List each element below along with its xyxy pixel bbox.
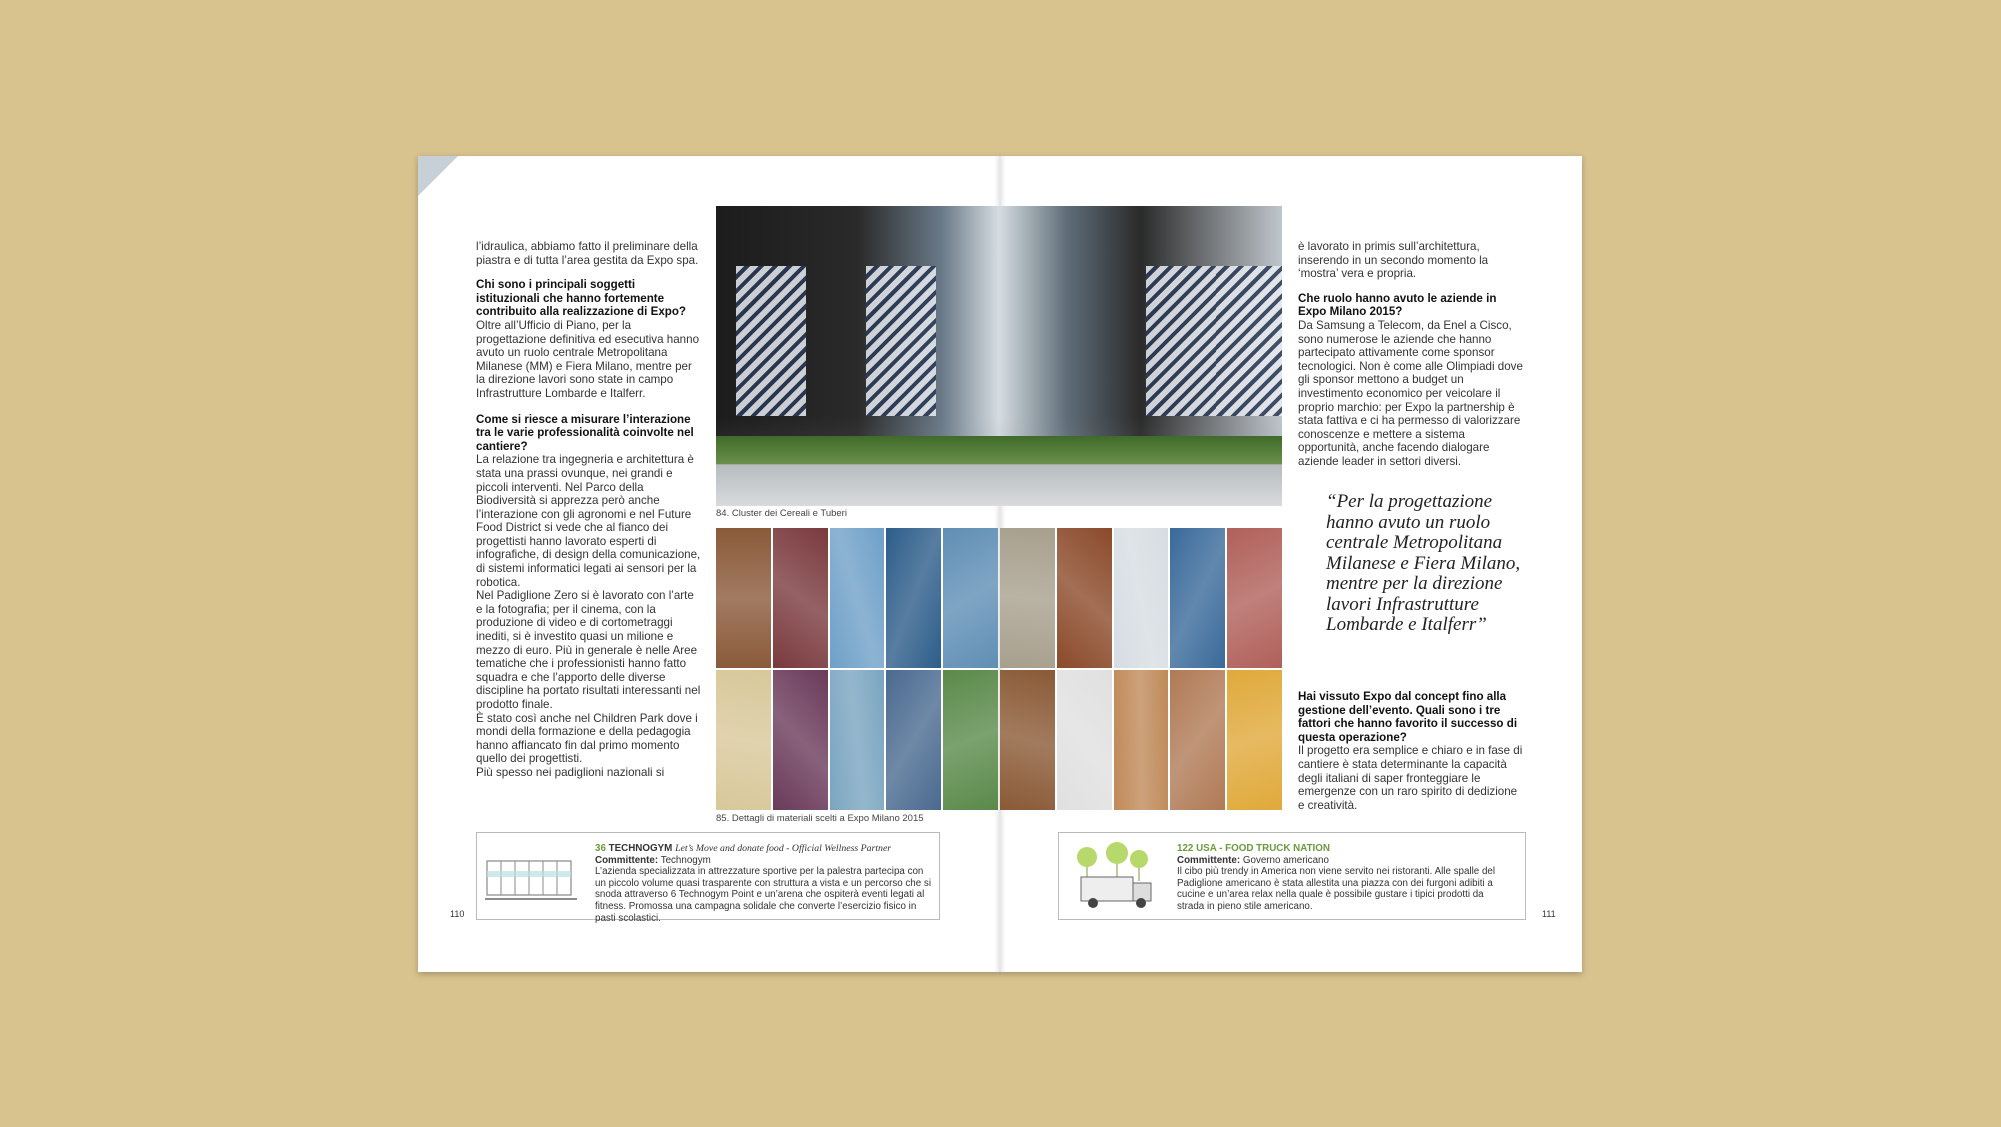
client-name: Governo americano bbox=[1242, 854, 1329, 866]
mosaic-tile bbox=[830, 528, 885, 668]
right-text-column bbox=[1298, 240, 1526, 481]
answer: Nel Padiglione Zero si è lavorato con l’arte e la fotografia; per il cinema, con la produzione di video e di cortometraggi inediti, si è investito quasi un milione e mezzo di euro. Più in generale è nelle Aree tematiche che i professionisti hanno fatto squadra e che l’apporto delle diverse discipline ha portato risultati interessanti nel prodotto finale. bbox=[476, 589, 701, 711]
mosaic-tile bbox=[1227, 528, 1282, 668]
right-text-column-bottom bbox=[1298, 690, 1526, 824]
box-number: 122 bbox=[1177, 843, 1194, 854]
paragraph: è lavorato in primis sull’architettura, inserendo in un secondo momento la ‘mostra’ vera e propria. bbox=[1298, 240, 1489, 281]
question: Chi sono i principali soggetti istituzionali che hanno fortemente contribuito alla realizzazione di Expo? bbox=[476, 278, 687, 319]
answer: Oltre all’Ufficio di Piano, per la progettazione definitiva ed esecutiva hanno avuto un ruolo centrale Metropolitana Milanese (MM) e Fiera Milano, mentre per la direzione lavori sono state in campo Infrastrutture Lombarde e Italferr. bbox=[476, 318, 700, 400]
left-text-column bbox=[476, 240, 702, 780]
mosaic-tile bbox=[1170, 670, 1225, 810]
mosaic-caption: 85. Dettagli di materiali scelti a Expo Milano 2015 bbox=[716, 813, 924, 824]
mosaic-tile bbox=[716, 528, 771, 668]
answer: È stato così anche nel Children Park dove i mondi della formazione e della pedagogia hanno affiancato fin dal primo momento quello dei progettisti. bbox=[476, 711, 698, 766]
pavilion-illustration bbox=[485, 841, 581, 911]
mosaic-tile bbox=[1057, 670, 1112, 810]
mosaic-tile bbox=[943, 528, 998, 668]
client-label: Committente: bbox=[595, 854, 659, 866]
mosaic-tile bbox=[830, 670, 885, 810]
mosaic-tile bbox=[773, 528, 828, 668]
mosaic-tile bbox=[773, 670, 828, 810]
mosaic-tile bbox=[886, 528, 941, 668]
answer: Da Samsung a Telecom, da Enel a Cisco, sono numerose le aziende che hanno partecipato attivamente come sponsor tecnologici. Non è come alle Olimpiadi dove gli sponsor mettono a budget un investimento economico per veicolare il proprio marchio: per Expo la partnership è stata fattiva e ci ha permesso di valorizzare conoscenze e mettere a sistema opportunità, anche facendo dialogare aziende leader in settori diversi. bbox=[1298, 318, 1523, 468]
mosaic-tile bbox=[716, 670, 771, 810]
mosaic-tile bbox=[1057, 528, 1112, 668]
client-label: Committente: bbox=[1177, 854, 1241, 866]
mosaic-tile bbox=[886, 670, 941, 810]
photo-caption: 84. Cluster dei Cereali e Tuberi bbox=[716, 508, 847, 519]
paragraph: l’idraulica, abbiamo fatto il preliminare della piastra e di tutta l’area gestita da Expo spa. bbox=[476, 240, 699, 267]
mosaic-tile bbox=[1000, 528, 1055, 668]
client-name: Technogym bbox=[660, 854, 711, 866]
page-number-left: 110 bbox=[450, 909, 465, 919]
answer: Più spesso nei padiglioni nazionali si bbox=[476, 765, 665, 779]
box-title: TECHNOGYM bbox=[608, 843, 673, 854]
technogym-box bbox=[476, 832, 940, 924]
box-body: L’azienda specializzata in attrezzature sportive per la palestra partecipa con un piccolo volume quasi trasparente con struttura a vista e un percorso che si snoda attraverso 6 Technogym Point e un’arena che ospiterà eventi legati al fitness. Promossa una campagna solidale che converte l’esercizio fisico in pasti scolastici. bbox=[595, 866, 931, 924]
mosaic-tile bbox=[1114, 528, 1169, 668]
mosaic-tile bbox=[1170, 528, 1225, 668]
question: Che ruolo hanno avuto le aziende in Expo Milano 2015? bbox=[1298, 291, 1497, 319]
mosaic-tile bbox=[1000, 670, 1055, 810]
box-subtitle: Let’s Move and donate food - Official Wellness Partner bbox=[675, 843, 892, 854]
materials-mosaic bbox=[716, 528, 1282, 810]
food-truck-illustration bbox=[1067, 841, 1163, 911]
mosaic-tile bbox=[1114, 670, 1169, 810]
mosaic-tile bbox=[943, 670, 998, 810]
page-number-right: 111 bbox=[1542, 909, 1556, 919]
cluster-photo bbox=[716, 206, 1282, 506]
food-truck-box bbox=[1058, 832, 1526, 920]
mosaic-tile bbox=[1227, 670, 1282, 810]
answer: Il progetto era semplice e chiaro e in fase di cantiere è stata determinante la capacità degli italiani di saper fronteggiare le emergenze con un raro spirito di dedizione e creatività. bbox=[1298, 744, 1523, 812]
question: Come si riesce a misurare l’interazione tra le varie professionalità coinvolte nel cantiere? bbox=[476, 412, 694, 453]
box-title: USA - FOOD TRUCK NATION bbox=[1196, 843, 1330, 854]
question: Hai vissuto Expo dal concept fino alla gestione dell’evento. Quali sono i tre fattori che hanno favorito il successo di questa operazione? bbox=[1298, 690, 1518, 744]
answer: La relazione tra ingegneria e architettura è stata una prassi ovunque, nei grandi e piccoli interventi. Nel Parco della Biodiversità si apprezza però anche l’interazione con gli agronomi e nel Future Food District si vede che al fianco dei progettisti hanno lavorato esperti di infografiche, di design della comunicazione, di sistemi informatici legati ai sensori per la robotica. bbox=[476, 453, 701, 589]
pull-quote: “Per la progettazione hanno avuto un ruolo centrale Metropolitana Milanese e Fiera Milano, mentre per la direzione lavori Infrastrutture Lombarde e Italferr” bbox=[1326, 491, 1521, 635]
box-number: 36 bbox=[595, 843, 606, 854]
box-body: Il cibo più trendy in America non viene servito nei ristoranti. Alle spalle del Padiglione americano è stata allestita una piazza con dei furgoni adibiti a cucine e un’area relax nella quale è possibile gustare i tipici prodotti da strada in pieno stile americano. bbox=[1177, 866, 1496, 912]
